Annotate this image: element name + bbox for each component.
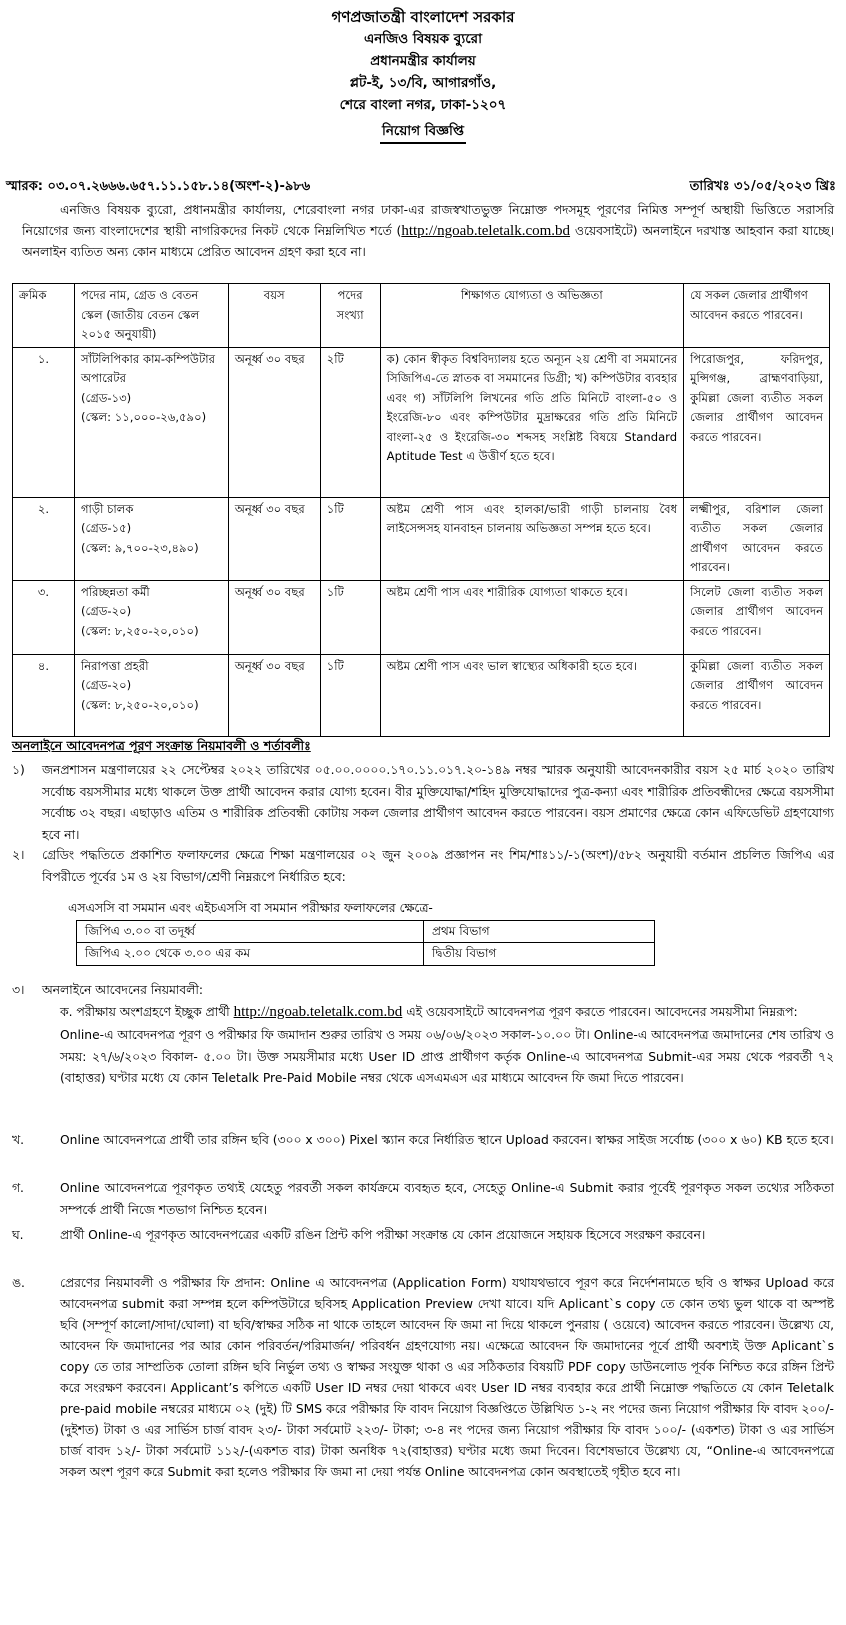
row-districts: কুমিল্লা জেলা ব্যতীত সকল জেলার প্রার্থীগণ আবেদন করতে পারবেন।	[684, 654, 830, 736]
rule-gha-number: ঘ.	[12, 1228, 24, 1242]
post-name: সাঁটলিপিকার কাম-কম্পিউটার অপারেটর	[80, 351, 215, 385]
table-row	[13, 497, 830, 580]
post-grade: (গ্রেড-১৩)	[80, 390, 132, 405]
col-header-districts: যে সকল জেলার প্রার্থীগণ আবেদন করতে পারবেন।	[684, 284, 830, 348]
website-link[interactable]: http://ngoab.teletalk.com.bd	[233, 1003, 403, 1020]
bureau-name: এনজিও বিষয়ক ব্যুরো	[363, 31, 482, 47]
post-scale: (স্কেল: ৯,৭০০-২৩,৪৯০)	[80, 540, 199, 555]
rule-2-subtext: এসএসসি বা সমমান এবং এইচএসসি বা সমমান পরীক্ষার ফলাফলের ক্ষেত্রে-	[68, 901, 433, 915]
col-header-qualification: শিক্ষাগত যোগ্যতা ও অভিজ্ঞতা	[380, 284, 683, 348]
rule-3-ka-schedule: Online-এ আবেদনপত্র পূরণ ও পরীক্ষার ফি জমাদান শুরুর তারিখ ও সময় ০৬/০৬/২০২৩ সকাল-১০.০০ টা। Online-এ আবেদনপত্র জমাদানের শেষ তারিখ ও সময়: ২৭/৬/২০২৩ বিকাল- ৫.০০ টা। উক্ত সময়সীমার মধ্যে User ID প্রাপ্ত প্রার্থীগণ কর্তৃক Online-এ আবেদনপত্র Submit-এর সময় থেকে পরবর্তী ৭২ (বাহাত্তর) ঘণ্টার মধ্যে যে কোন Teletalk Pre-Paid Mobile নম্বর থেকে এসএমএস এর মাধ্যমে আবেদন ফি জমা দিতে পারবেন।	[60, 1028, 834, 1085]
website-link[interactable]: http://ngoab.teletalk.com.bd	[401, 223, 571, 239]
gpa-range: জিপিএ ৩.০০ বা তদূর্ধ্ব	[77, 920, 424, 943]
memo-line	[6, 177, 836, 198]
memo-date: তারিখঃ ৩১/০৫/২০২৩ খ্রিঃ	[689, 179, 836, 194]
row-serial: ৪.	[13, 654, 75, 736]
post-name: নিরাপত্তা প্রহরী	[80, 658, 149, 673]
post-scale: (স্কেল: ৮,২৫০-২০,০১০)	[80, 623, 199, 638]
rule-1	[12, 760, 834, 846]
row-count: ১টি	[320, 580, 380, 654]
row-districts: লক্ষ্মীপুর, বরিশাল জেলা ব্যতীত সকল জেলার প্রার্থীগণ আবেদন করতে পারবেন।	[684, 497, 830, 580]
table-row	[77, 943, 655, 966]
row-serial: ২.	[13, 497, 75, 580]
rule-3-heading: অনলাইনে আবেদনের নিয়মাবলী:	[42, 983, 204, 997]
vacancy-table	[12, 283, 830, 737]
rule-3-ka	[60, 1002, 834, 1024]
rule-3-ka-text-a: ক. পরীক্ষায় অংশগ্রহণে ইচ্ছুক প্রার্থী	[60, 1004, 234, 1019]
row-qualification: অষ্টম শ্রেণী পাস এবং ভাল স্বাস্থ্যের অধিকারী হতে হবে।	[380, 654, 683, 736]
rule-ga-number: গ.	[12, 1181, 24, 1195]
col-header-serial: ক্রমিক	[13, 284, 75, 348]
row-serial: ১.	[13, 347, 75, 497]
row-qualification: অষ্টম শ্রেণী পাস এবং হালকা/ভারী গাড়ী চালনায় বৈধ লাইসেন্সসহ যানবাহন চালনায় অভিজ্ঞতা সম্পন্ন হতে হবে।	[380, 497, 683, 580]
row-serial: ৩.	[13, 580, 75, 654]
row-post	[74, 654, 228, 736]
rule-2-number: ২।	[12, 848, 25, 862]
intro-text-2: ওয়েবসাইটে) অনলাইনে দরখাস্ত আহবান করা যাচ্ছে। অনলাইন ব্যতিত অন্য কোন মাধ্যমে প্রেরিত আবেদন গ্রহণ করা হবে না।	[22, 224, 834, 259]
gpa-range: জিপিএ ২.০০ থেকে ৩.০০ এর কম	[77, 943, 424, 966]
rule-1-text: জনপ্রশাসন মন্ত্রণালয়ের ২২ সেপ্টেম্বর ২০২২ তারিখের ০৫.০০.০০০০.১৭০.১১.০১৭.২০-১৪৯ নম্বর স্মারক অনুযায়ী আবেদনকারীর বয়স ২৫ মার্চ ২০২০ তারিখ সর্বোচ্চ বয়সসীমার মধ্যে থাকলে উক্ত প্রার্থী আবেদন করার যোগ্য হবেন। বীর মুক্তিযোদ্ধা/শহিদ মুক্তিযোদ্ধাদের পুত্র-কন্যা এবং শারীরিক প্রতিবন্ধীদের ক্ষেত্রে বয়সসীমা সর্বোচ্চ ৩২ বছর। এছাড়াও এতিম ও শারীরিক প্রতিবন্ধী কোটায় সকল জেলার প্রার্থীগণ আবেদন করতে পারবেন। বয়স প্রমাণের ক্ষেত্রে কোন এফিডেভিট গ্রহণযোগ্য হবে না।	[42, 763, 834, 842]
row-age: অনূর্ধ্ব ৩০ বছর	[228, 347, 320, 497]
gpa-division: প্রথম বিভাগ	[424, 920, 655, 943]
rule-2	[12, 845, 834, 966]
row-count: ২টি	[320, 347, 380, 497]
notice-title: নিয়োগ বিজ্ঞপ্তি	[380, 120, 466, 144]
post-scale: (স্কেল: ১১,০০০-২৬,৫৯০)	[80, 410, 207, 424]
col-header-age: বয়স	[228, 284, 320, 348]
memo-reference: স্মারক: ০৩.০৭.২৬৬৬.৬৫৭.১১.১৫৮.১৪(অংশ-২)-৯৮৬	[6, 179, 311, 194]
intro-text-1: এনজিও বিষয়ক ব্যুরো, প্রধানমন্ত্রীর কার্যালয়, শেরেবাংলা নগর ঢাকা-এর রাজস্বখাতভুক্ত নিম্নোক্ত পদসমূহ পূরণের নিমিত্ত সম্পূর্ণ অস্থায়ী ভিত্তিতে সরাসরি নিয়োগের জন্য বাংলাদেশের স্থায়ী নাগরিকদের নিকট থেকে নিম্নলিখিত শর্তে (	[22, 203, 834, 238]
row-districts: সিলেট জেলা ব্যতীত সকল জেলার প্রার্থীগণ আবেদন করতে পারবেন।	[684, 580, 830, 654]
rule-3-number: ৩।	[12, 983, 25, 997]
rule-3	[12, 980, 834, 1090]
post-scale: (স্কেল: ৮,২৫০-২০,০১০)	[80, 697, 199, 712]
row-post	[74, 580, 228, 654]
row-post	[74, 497, 228, 580]
row-qualification: ক) কোন স্বীকৃত বিশ্ববিদ্যালয় হতে অন্যূন ২য় শ্রেণী বা সমমানের সিজিপিএ-তে স্নাতক বা সমমানের ডিগ্রী; খ) কম্পিউটার ব্যবহার এবং গ) সাঁটলিপি লিখনের গতি প্রতি মিনিটে বাংলা-৫০ ও ইংরেজি-৮০ এবং কম্পিউটার মুদ্রাক্ষরের গতি প্রতি মিনিটে বাংলা-২৫ ও ইংরেজি-৩০ শব্দসহ সংশ্লিষ্ট বিষয়ে Standard Aptitude Test এ উত্তীর্ণ হতে হবে।	[380, 347, 683, 497]
rule-kha-number: খ.	[12, 1133, 24, 1147]
post-grade: (গ্রেড-২০)	[80, 604, 132, 618]
row-districts: পিরোজপুর, ফরিদপুর, মুন্সিগঞ্জ, ব্রাহ্মণবাড়িয়া, কুমিল্লা জেলা ব্যতীত সকল জেলার প্রার্থীগণ আবেদন করতে পারবেন।	[684, 347, 830, 497]
row-count: ১টি	[320, 654, 380, 736]
rule-kha-text: Online আবেদনপত্রে প্রার্থী তার রঙ্গিন ছবি (৩০০ x ৩০০) Pixel স্ক্যান করে নির্ধারিত স্থানে Upload করবেন। স্বাক্ষর সাইজ সর্বোচ্চ (৩০০ x ৬০) KB হতে হবে।	[60, 1133, 834, 1147]
table-row	[13, 654, 830, 736]
post-grade: (গ্রেড-১৫)	[80, 521, 132, 535]
government-name: গণপ্রজাতন্ত্রী বাংলাদেশ সরকার	[331, 8, 515, 26]
row-qualification: অষ্টম শ্রেণী পাস এবং শারীরিক যোগ্যতা থাকতে হবে।	[380, 580, 683, 654]
rule-ga	[12, 1178, 834, 1221]
rule-ga-text: Online আবেদনপত্রে পূরণকৃত তথ্যই যেহেতু পরবর্তী সকল কার্যক্রমে ব্যবহৃত হবে, সেহেতু Online-এ Submit করার পূর্বেই পূরণকৃত সকল তথ্যের সঠিকতা সম্পর্কে প্রার্থী নিজে শতভাগ নিশ্চিত হবেন।	[60, 1181, 834, 1217]
row-count: ১টি	[320, 497, 380, 580]
office-name: প্রধানমন্ত্রীর কার্যালয়	[370, 53, 476, 69]
intro-paragraph	[22, 200, 834, 263]
row-age: অনূর্ধ্ব ৩০ বছর	[228, 497, 320, 580]
rule-2-text: গ্রেডিং পদ্ধতিতে প্রকাশিত ফলাফলের ক্ষেত্রে শিক্ষা মন্ত্রণালয়ের ০২ জুন ২০০৯ প্রজ্ঞাপন নং শিম/শাঃ১১/-১(অংশ)/৫৮২ অনুযায়ী বর্তমান প্রচলিত জিপিএ এর বিপরীতে পূর্বের ১ম ও ২য় বিভাগ/শ্রেণী নিম্নরূপে নির্ধারিত হবে:	[42, 848, 834, 884]
table-header-row	[13, 284, 830, 348]
table-row	[13, 580, 830, 654]
table-row	[13, 347, 830, 497]
rules-heading: অনলাইনে আবেদনপত্র পূরণ সংক্রান্ত নিয়মাবলী ও শর্তাবলীঃ	[12, 738, 311, 753]
row-age: অনূর্ধ্ব ৩০ বছর	[228, 580, 320, 654]
rule-gha-text: প্রার্থী Online-এ পূরণকৃত আবেদনপত্রের একটি রঙিন প্রিন্ট কপি পরীক্ষা সংক্রান্ত যে কোন প্রয়োজনে সহায়ক হিসেবে সংরক্ষণ করবেন।	[60, 1228, 706, 1242]
rule-1-number: ১)	[12, 763, 25, 777]
rule-kha	[12, 1130, 834, 1152]
rule-uo	[12, 1273, 834, 1483]
post-grade: (গ্রেড-২০)	[80, 678, 132, 692]
col-header-post: পদের নাম, গ্রেড ও বেতন স্কেল (জাতীয় বেতন স্কেল ২০১৫ অনুযায়ী)	[74, 284, 228, 348]
table-row	[77, 920, 655, 943]
address-line-1: প্লট-ই, ১৩/বি, আগারগাঁও,	[349, 75, 497, 91]
gpa-division: দ্বিতীয় বিভাগ	[424, 943, 655, 966]
rule-gha	[12, 1225, 834, 1247]
post-name: গাড়ী চালক	[80, 501, 134, 516]
gpa-table	[76, 920, 655, 966]
rule-3-ka-text-b: এই ওয়েবসাইটে আবেদনপত্র পূরণ করতে পারবেন। আবেদনের সময়সীমা নিম্নরূপ:	[402, 1004, 798, 1019]
col-header-count: পদের সংখ্যা	[320, 284, 380, 348]
address-line-2: শেরে বাংলা নগর, ঢাকা-১২০৭	[339, 97, 507, 113]
letterhead	[0, 6, 846, 144]
row-age: অনূর্ধ্ব ৩০ বছর	[228, 654, 320, 736]
rule-uo-text: প্রেরণের নিয়মাবলী ও পরীক্ষার ফি প্রদান: Online এ আবেদনপত্র (Application Form) যথাযথভাবে পূরণ করে নির্দেশনামতে ছবি ও স্বাক্ষর Upload করে আবেদনপত্র submit করা সম্পন্ন হলে কম্পিউটারে ছবিসহ Application Preview দেখা যাবে। যদি Aplicant`s copy তে কোন তথ্য ভুল থাকে বা অস্পষ্ট ছবি (সম্পূর্ণ কালো/সাদা/ঘোলা) বা ছবি/স্বাক্ষর সঠিক না থাকে তাহলে আবেদন ফি জমা না দিয়ে থাকলে পুনরায় ( ওয়েবে) আবেদন করতে পারবেন। উল্লেখ্য যে, আবেদন ফি জমাদানের পর আর কোন পরিবর্তন/পরিমার্জন/ পরিবর্ধন গ্রহণযোগ্য নয়। এক্ষেত্রে আবেদন ফি জমাদানের পূর্বে প্রার্থী অবশ্যই উক্ত Aplicant`s copy তে তার সাম্প্রতিক তোলা রঙ্গিন ছবি নির্ভুল তথ্য ও স্বাক্ষর সংযুক্ত থাকা ও এর সঠিকতার বিষয়টি PDF copy ডাউনলোড পূর্বক নিশ্চিত করে রঙ্গিন প্রিন্ট করে সংরক্ষণ করবেন। Applicant’s কপিতে একটি User ID নম্বর দেয়া থাকবে এবং User ID নম্বর ব্যবহার করে প্রার্থী নিম্নোক্ত পদ্ধতিতে যে কোন Teletalk pre-paid mobile নম্বরের মাধ্যমে ০২ (দুই) টি SMS করে পরীক্ষার ফি বাবদ নিয়োগ বিজ্ঞপ্তিতে উল্লিখিত ১-২ নং পদের জন্য নিয়োগ পরীক্ষার ফি বাবদ ২০০/- (দুইশত) টাকা ও এর সার্ভিস চার্জ বাবদ ২৩/- টাকা সর্বমোট ২২৩/- টাকা; ৩-৪ নং পদের জন্য নিয়োগ পরীক্ষার ফি বাবদ ১০০/- (একশত) টাকা ও এর সার্ভিস চার্জ বাবদ ১২/- টাকা সর্বমোট ১১২/-(একশত বার) টাকা অনধিক ৭২(বাহাত্তর) ঘণ্টার মধ্যে জমা দিবেন। বিশেষভাবে উল্লেখ্য যে, “Online-এ আবেদনপত্রে সকল অংশ পূরণ করে Submit করা হলেও পরীক্ষার ফি জমা না দেয়া পর্যন্ত Online আবেদনপত্র কোন অবস্থাতেই গৃহীত হবে না।	[60, 1276, 834, 1479]
rule-uo-number: ঙ.	[12, 1276, 25, 1290]
row-post	[74, 347, 228, 497]
post-name: পরিচ্ছন্নতা কর্মী	[80, 584, 150, 599]
